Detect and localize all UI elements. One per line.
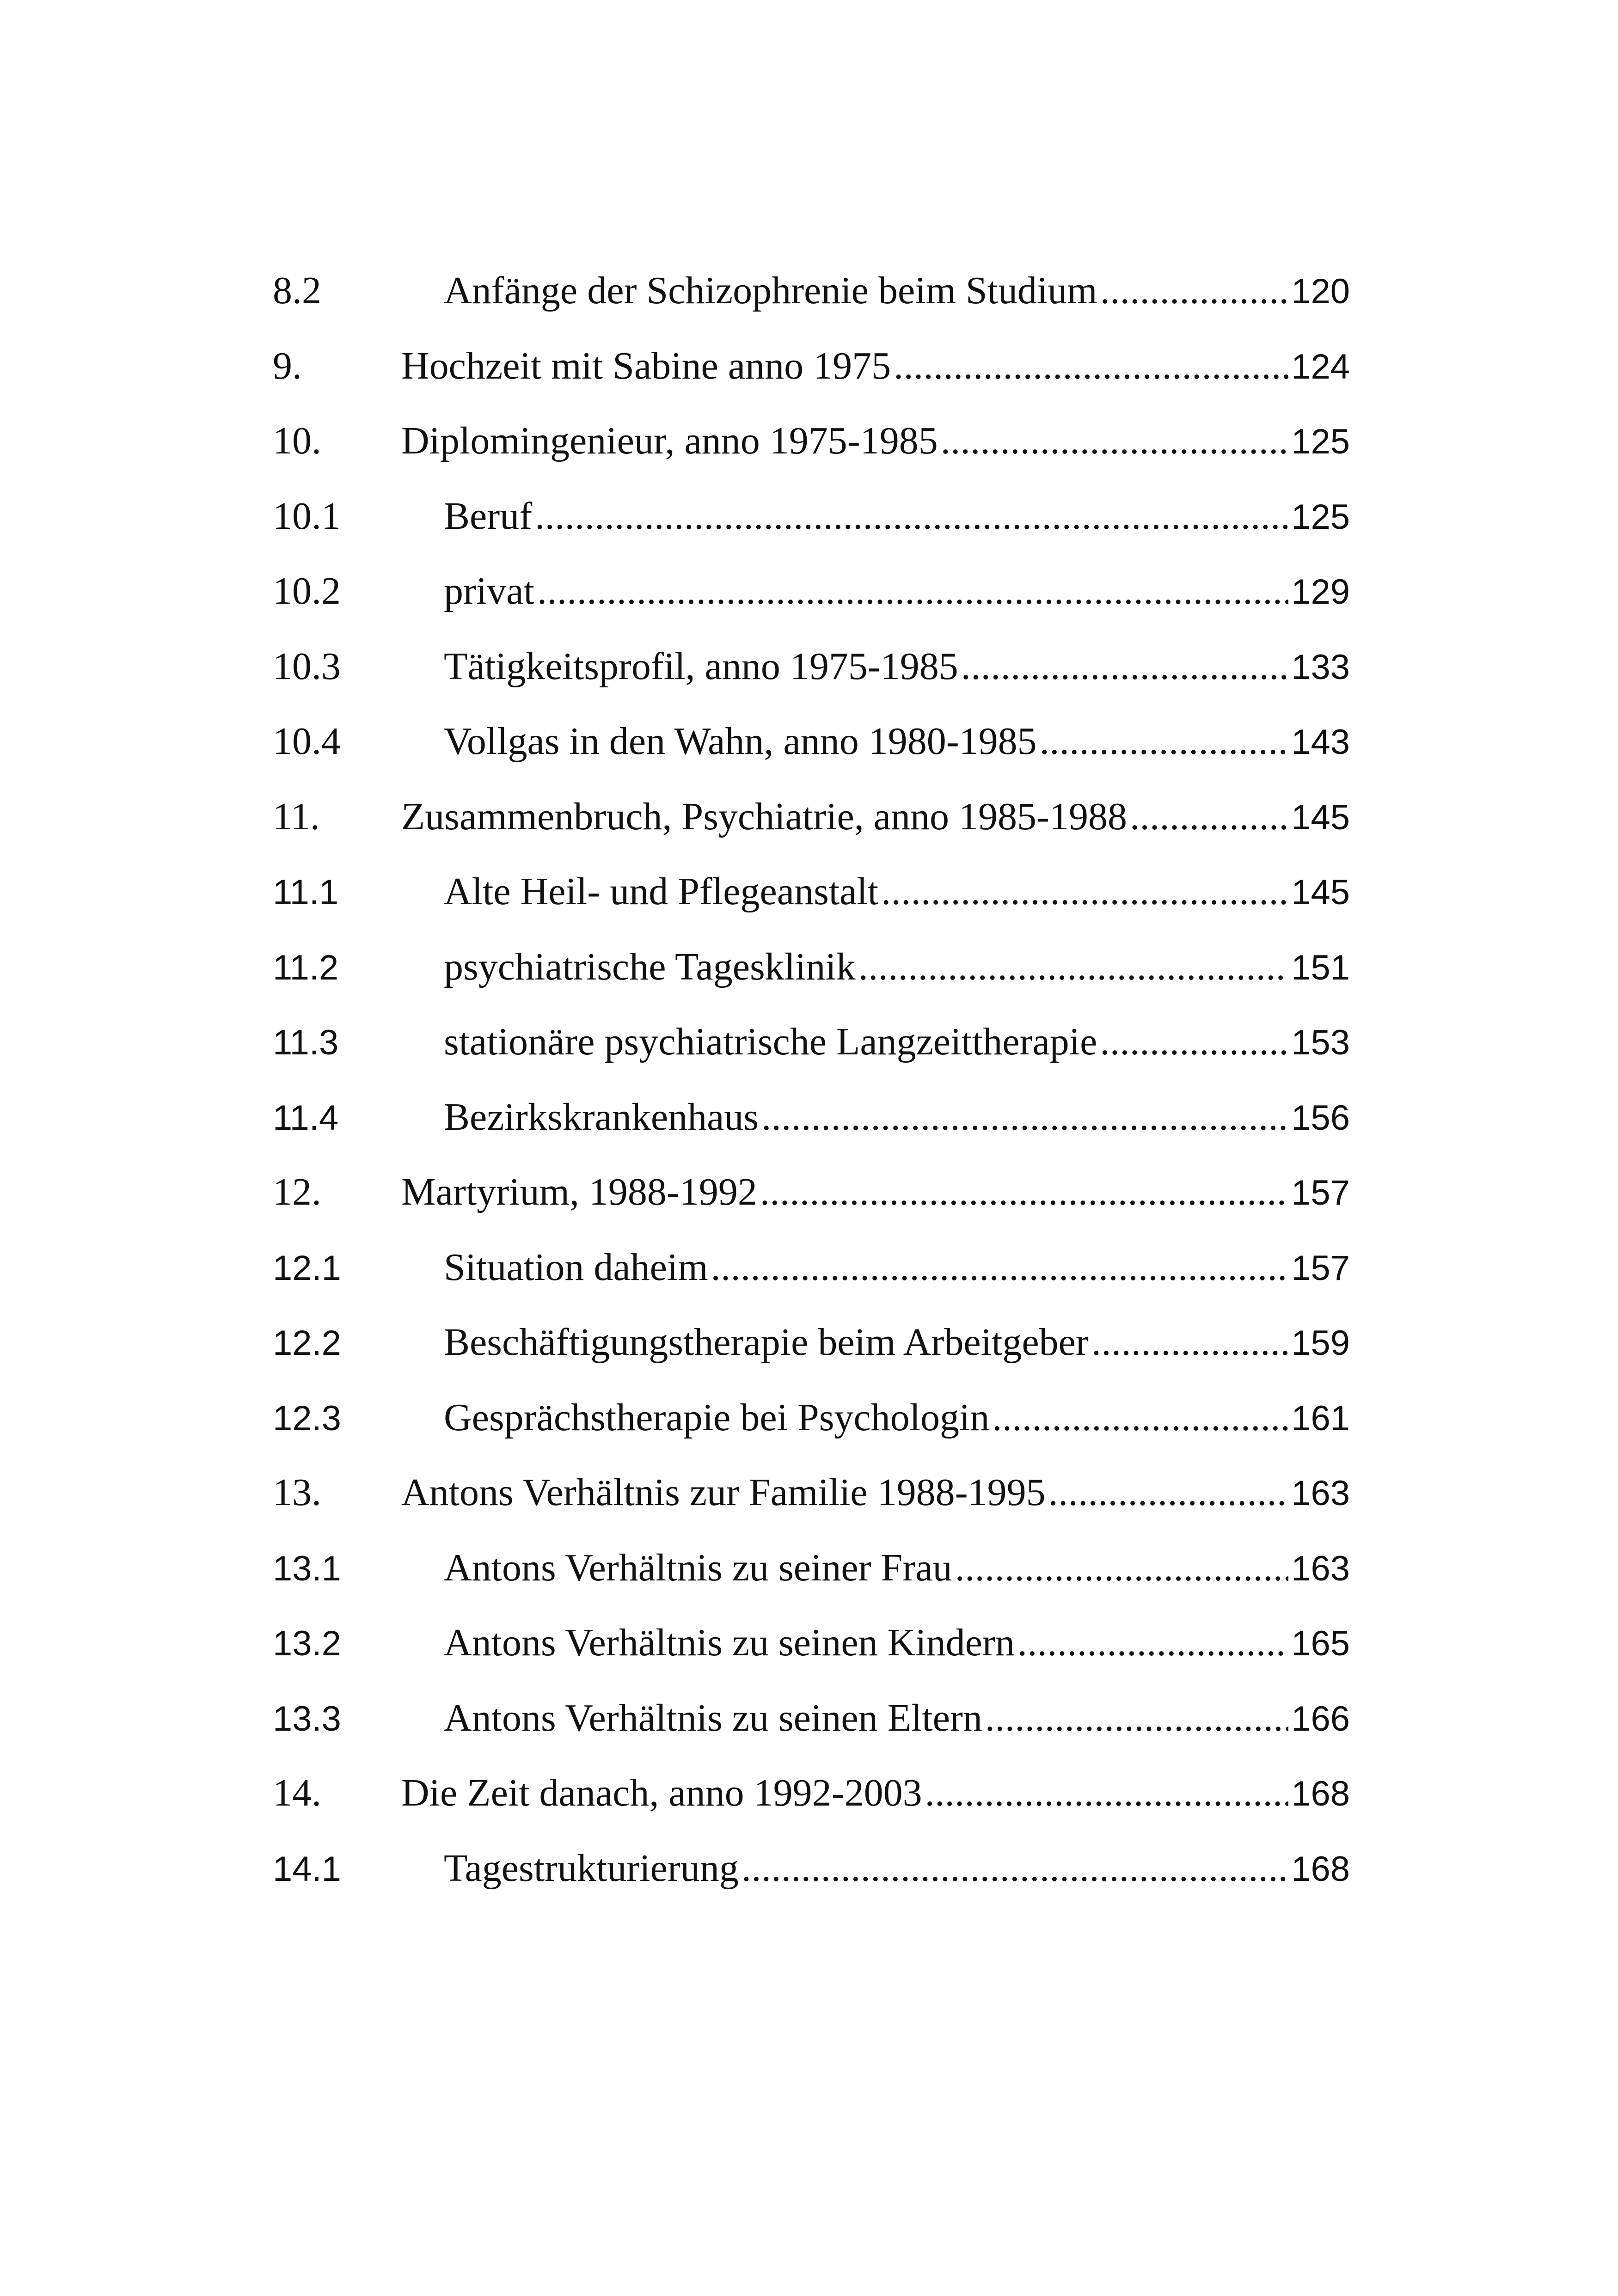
toc-entry — [273, 1320, 1350, 1395]
toc-entry-page: 143 — [1291, 722, 1350, 762]
toc-entry-title: Anfänge der Schizophrenie beim Studium — [444, 269, 1097, 312]
toc-entry-title: Alte Heil- und Pflegeanstalt — [444, 870, 879, 913]
toc-dot-leader — [742, 1846, 1288, 1891]
toc-entry — [273, 644, 1350, 719]
toc-entry-number: 10.3 — [273, 644, 341, 688]
toc-entry-title: Situation daheim — [444, 1245, 708, 1289]
toc-entry-title: Tagestrukturierung — [444, 1846, 739, 1890]
toc-entry-title: stationäre psychiatrische Langzeittherapie — [444, 1020, 1097, 1063]
toc-entry — [273, 1620, 1350, 1696]
toc-entry-page: 159 — [1291, 1323, 1350, 1363]
toc-entry-title: Antons Verhältnis zu seiner Frau — [444, 1546, 952, 1589]
toc-entry-page: 163 — [1291, 1474, 1350, 1513]
toc-entry-page: 165 — [1291, 1624, 1350, 1663]
toc-entry-title: Martyrium, 1988-1992 — [401, 1170, 757, 1213]
toc-entry — [273, 1470, 1350, 1545]
toc-entry-number: 8.2 — [273, 269, 321, 312]
toc-entry-number: 13.2 — [273, 1624, 341, 1663]
toc-dot-leader — [1100, 268, 1289, 313]
toc-dot-leader — [1040, 719, 1289, 764]
table-of-contents — [273, 268, 1350, 1921]
toc-entry-number: 12.2 — [273, 1323, 341, 1363]
toc-entry-number: 9. — [273, 344, 302, 387]
toc-entry — [273, 944, 1350, 1020]
toc-entry-page: 168 — [1291, 1774, 1350, 1813]
toc-dot-leader — [985, 1696, 1288, 1740]
toc-entry-number: 13.1 — [273, 1549, 341, 1588]
toc-entry-number: 10.1 — [273, 494, 341, 538]
toc-dot-leader — [1017, 1620, 1288, 1665]
toc-dot-leader — [925, 1770, 1289, 1815]
toc-entry-title: Bezirkskrankenhaus — [444, 1095, 759, 1139]
toc-entry-page: 151 — [1291, 948, 1350, 987]
toc-entry — [273, 1846, 1350, 1921]
toc-dot-leader — [992, 1395, 1288, 1440]
toc-dot-leader — [1091, 1320, 1288, 1365]
toc-entry — [273, 418, 1350, 494]
toc-entry — [273, 569, 1350, 644]
toc-entry-title: Antons Verhältnis zur Familie 1988-1995 — [401, 1471, 1046, 1514]
toc-dot-leader — [955, 1545, 1289, 1590]
toc-entry-title: Antons Verhältnis zu seinen Eltern — [444, 1696, 982, 1739]
toc-dot-leader — [941, 418, 1288, 463]
toc-entry-number: 10.2 — [273, 569, 341, 612]
toc-entry-number: 11.1 — [273, 873, 339, 912]
toc-entry-title: Zusammenbruch, Psychiatrie, anno 1985-1988 — [401, 795, 1127, 838]
toc-dot-leader — [881, 869, 1288, 914]
toc-dot-leader — [1048, 1470, 1289, 1515]
toc-entry — [273, 794, 1350, 869]
toc-entry-number: 13.3 — [273, 1699, 341, 1739]
toc-entry-page: 163 — [1291, 1549, 1350, 1588]
toc-entry-number: 11.4 — [273, 1098, 339, 1138]
toc-entry — [273, 494, 1350, 569]
toc-entry-number: 12.3 — [273, 1398, 341, 1438]
toc-entry — [273, 719, 1350, 794]
toc-entry-number: 12. — [273, 1170, 321, 1213]
toc-entry-number: 11. — [273, 795, 320, 838]
toc-entry-page: 156 — [1291, 1098, 1350, 1138]
toc-entry-title: Beruf — [444, 494, 533, 538]
toc-entry-title: privat — [444, 569, 534, 612]
toc-entry-title: Beschäftigungstherapie beim Arbeitgeber — [444, 1321, 1089, 1364]
toc-entry-title: psychiatrische Tagesklinik — [444, 945, 856, 988]
toc-dot-leader — [961, 644, 1288, 689]
toc-entry-page: 168 — [1291, 1849, 1350, 1889]
toc-entry-page: 145 — [1291, 797, 1350, 837]
toc-entry-page: 133 — [1291, 647, 1350, 687]
toc-entry-page: 145 — [1291, 873, 1350, 912]
toc-entry-page: 124 — [1291, 347, 1350, 386]
toc-entry-page: 120 — [1291, 272, 1350, 311]
toc-entry-number: 11.3 — [273, 1023, 339, 1062]
toc-entry-page: 129 — [1291, 572, 1350, 612]
toc-entry — [273, 1545, 1350, 1621]
toc-entry — [273, 1095, 1350, 1170]
toc-dot-leader — [894, 343, 1288, 388]
toc-entry — [273, 869, 1350, 944]
toc-entry-title: Antons Verhältnis zu seinen Kindern — [444, 1621, 1015, 1664]
toc-entry-number: 14.1 — [273, 1849, 341, 1889]
toc-entry-number: 13. — [273, 1471, 321, 1514]
toc-entry-page: 166 — [1291, 1699, 1350, 1739]
toc-dot-leader — [535, 494, 1288, 539]
toc-dot-leader — [761, 1095, 1288, 1139]
toc-entry-number: 10. — [273, 419, 321, 462]
toc-entry — [273, 1169, 1350, 1245]
toc-dot-leader — [1100, 1019, 1288, 1064]
toc-dot-leader — [1130, 794, 1288, 839]
toc-entry — [273, 1395, 1350, 1470]
toc-entry-title: Hochzeit mit Sabine anno 1975 — [401, 344, 891, 387]
toc-entry-title: Diplomingenieur, anno 1975-1985 — [401, 419, 938, 462]
toc-entry-title: Tätigkeitsprofil, anno 1975-1985 — [444, 644, 958, 688]
toc-entry — [273, 1245, 1350, 1320]
toc-entry-title: Gesprächstherapie bei Psychologin — [444, 1396, 990, 1439]
toc-entry-page: 161 — [1291, 1398, 1350, 1438]
toc-entry-page: 125 — [1291, 497, 1350, 537]
toc-entry-title: Vollgas in den Wahn, anno 1980-1985 — [444, 720, 1037, 763]
toc-entry-page: 125 — [1291, 422, 1350, 461]
toc-dot-leader — [537, 569, 1288, 613]
toc-entry-page: 157 — [1291, 1248, 1350, 1288]
toc-entry — [273, 1019, 1350, 1095]
toc-entry — [273, 343, 1350, 419]
toc-entry-title: Die Zeit danach, anno 1992-2003 — [401, 1771, 922, 1814]
toc-entry-number: 12.1 — [273, 1248, 341, 1288]
toc-entry-page: 153 — [1291, 1023, 1350, 1062]
toc-entry-number: 10.4 — [273, 720, 341, 763]
toc-dot-leader — [711, 1245, 1289, 1290]
toc-entry-page: 157 — [1291, 1173, 1350, 1212]
toc-entry — [273, 1770, 1350, 1846]
toc-entry-number: 11.2 — [273, 948, 339, 987]
toc-dot-leader — [858, 944, 1288, 989]
toc-entry-number: 14. — [273, 1771, 321, 1814]
toc-entry — [273, 1696, 1350, 1771]
toc-dot-leader — [760, 1169, 1288, 1214]
toc-entry — [273, 268, 1350, 343]
